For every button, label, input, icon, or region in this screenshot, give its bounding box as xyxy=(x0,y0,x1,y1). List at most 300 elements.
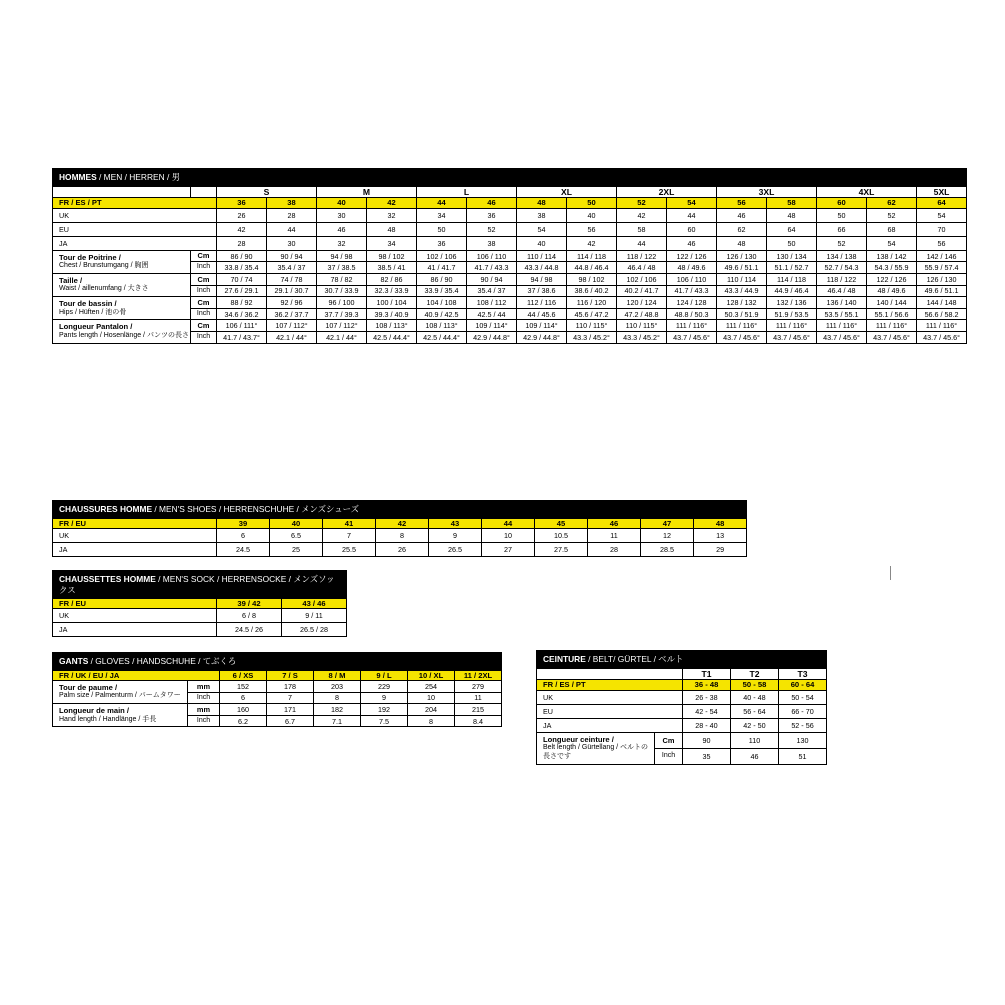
men-waist-in-3: 32.3 / 33.9 xyxy=(367,285,417,296)
gloves-palm-mm-2: 203 xyxy=(314,680,361,692)
shoes-uk-1: 6.5 xyxy=(270,528,323,542)
men-hips-in-12: 53.5 / 55.1 xyxy=(817,308,867,319)
socks-ja-0: 24.5 / 26 xyxy=(217,623,282,637)
socks-fr-0: 39 / 42 xyxy=(217,599,282,609)
belt-fr-2: 60 - 64 xyxy=(779,680,827,690)
gloves-hand-label xyxy=(53,704,188,727)
men-fr-4: 44 xyxy=(417,198,467,208)
shoes-fr-8: 47 xyxy=(641,518,694,528)
men-hips-cm-2: 96 / 100 xyxy=(317,297,367,309)
men-eu-12: 66 xyxy=(817,222,867,236)
gloves-size-2: 8 / M xyxy=(314,670,361,680)
men-chest-label xyxy=(53,250,191,273)
men-pants-cm-4: 108 / 113° xyxy=(417,320,467,332)
men-fr-8: 52 xyxy=(617,198,667,208)
men-hips-cm-7: 116 / 120 xyxy=(567,297,617,309)
men-ja-0: 28 xyxy=(217,236,267,250)
gloves-size-label: FR / UK / EU / JA xyxy=(53,670,220,680)
men-pants-in-6: 42.9 / 44.8° xyxy=(517,332,567,343)
men-waist-cm-10: 110 / 114 xyxy=(717,273,767,285)
belt-length-cm-row xyxy=(537,732,827,748)
men-pants-in-5: 42.9 / 44.8° xyxy=(467,332,517,343)
gloves-palm-in-5: 11 xyxy=(455,692,502,703)
men-waist-inch-unit: Inch xyxy=(191,285,217,296)
shoes-ja-5: 27 xyxy=(482,542,535,556)
men-size-table xyxy=(52,168,967,344)
men-hips-in-4: 40.9 / 42.5 xyxy=(417,308,467,319)
men-waist-in-12: 46.4 / 48 xyxy=(817,285,867,296)
gloves-palm-label xyxy=(53,680,188,703)
socks-ja-row xyxy=(53,623,347,637)
men-waist-inch-row xyxy=(53,285,967,296)
men-waist-in-10: 43.3 / 44.9 xyxy=(717,285,767,296)
socks-header-bold: CHAUSSETTES HOMME xyxy=(59,574,156,584)
men-fr-13: 62 xyxy=(867,198,917,208)
men-hips-cm-14: 144 / 148 xyxy=(917,297,967,309)
gloves-palm-label-sub: Palm size / Palmenturm / パームタワー xyxy=(59,692,181,700)
belt-ja-label: JA xyxy=(537,718,683,732)
men-pants-in-4: 42.5 / 44.4° xyxy=(417,332,467,343)
men-uk-13: 52 xyxy=(867,208,917,222)
socks-ja-label: JA xyxy=(53,623,217,637)
men-hips-label-main: Tour de bassin / xyxy=(59,299,117,309)
gloves-hand-mm-row xyxy=(53,704,502,716)
men-pants-cm-10: 111 / 116° xyxy=(717,320,767,332)
men-pants-in-3: 42.5 / 44.4° xyxy=(367,332,417,343)
gloves-hand-mm-1: 171 xyxy=(267,704,314,716)
belt-length-cm-unit: Cm xyxy=(655,732,683,748)
men-waist-in-4: 33.9 / 35.4 xyxy=(417,285,467,296)
men-hips-inch-row xyxy=(53,308,967,319)
gloves-size-5: 11 / 2XL xyxy=(455,670,502,680)
men-eu-8: 58 xyxy=(617,222,667,236)
shoes-fr-2: 41 xyxy=(323,518,376,528)
gloves-palm-mm-3: 229 xyxy=(361,680,408,692)
men-waist-label xyxy=(53,273,191,296)
belt-ja-1: 42 - 50 xyxy=(731,718,779,732)
gloves-size-row xyxy=(53,670,502,680)
gloves-palm-in-2: 8 xyxy=(314,692,361,703)
men-fr-2: 40 xyxy=(317,198,367,208)
men-waist-in-1: 29.1 / 30.7 xyxy=(267,285,317,296)
gloves-hand-in-3: 7.5 xyxy=(361,715,408,726)
men-ja-14: 56 xyxy=(917,236,967,250)
belt-table xyxy=(536,650,827,765)
gloves-palm-in-4: 10 xyxy=(408,692,455,703)
men-chest-cm-13: 138 / 142 xyxy=(867,250,917,262)
shoes-uk-6: 10.5 xyxy=(535,528,588,542)
men-waist-in-0: 27.6 / 29.1 xyxy=(217,285,267,296)
shoes-ja-4: 26.5 xyxy=(429,542,482,556)
men-hips-label xyxy=(53,297,191,320)
gloves-hand-label-main: Longueur de main / xyxy=(59,706,130,716)
shoes-fr-label: FR / EU xyxy=(53,518,217,528)
men-ja-6: 40 xyxy=(517,236,567,250)
gloves-size-3: 9 / L xyxy=(361,670,408,680)
gloves-hand-in-4: 8 xyxy=(408,715,455,726)
men-pants-inch-row xyxy=(53,332,967,343)
gloves-hand-mm-4: 204 xyxy=(408,704,455,716)
men-chest-cm-6: 110 / 114 xyxy=(517,250,567,262)
gloves-hand-inch-unit: Inch xyxy=(188,715,220,726)
shoes-ja-1: 25 xyxy=(270,542,323,556)
men-ja-8: 44 xyxy=(617,236,667,250)
shoes-uk-7: 11 xyxy=(588,528,641,542)
men-ja-2: 32 xyxy=(317,236,367,250)
shoes-header-bar xyxy=(53,501,747,519)
shoes-fr-5: 44 xyxy=(482,518,535,528)
gloves-hand-mm-0: 160 xyxy=(220,704,267,716)
men-ja-7: 42 xyxy=(567,236,617,250)
men-ja-5: 38 xyxy=(467,236,517,250)
men-waist-cm-14: 126 / 130 xyxy=(917,273,967,285)
men-uk-5: 36 xyxy=(467,208,517,222)
men-waist-in-8: 40.2 / 41.7 xyxy=(617,285,667,296)
gloves-hand-label-sub: Hand length / Handlänge / 手長 xyxy=(59,715,157,723)
men-pants-cm-2: 107 / 112° xyxy=(317,320,367,332)
men-chest-in-10: 49.6 / 51.1 xyxy=(717,262,767,273)
men-hips-in-2: 37.7 / 39.3 xyxy=(317,308,367,319)
men-ja-13: 54 xyxy=(867,236,917,250)
belt-fr-1: 50 - 58 xyxy=(731,680,779,690)
men-chest-cm-row xyxy=(53,250,967,262)
gloves-hand-mm-3: 192 xyxy=(361,704,408,716)
gloves-size-4: 10 / XL xyxy=(408,670,455,680)
men-fr-7: 50 xyxy=(567,198,617,208)
men-waist-cm-4: 86 / 90 xyxy=(417,273,467,285)
men-chest-in-1: 35.4 / 37 xyxy=(267,262,317,273)
men-group-xl: XL xyxy=(517,186,617,198)
men-chest-in-9: 48 / 49.6 xyxy=(667,262,717,273)
men-eu-label: EU xyxy=(53,222,217,236)
men-hips-cm-row xyxy=(53,297,967,309)
page-tick-mark xyxy=(890,566,891,580)
men-ja-12: 52 xyxy=(817,236,867,250)
socks-uk-label: UK xyxy=(53,609,217,623)
men-fr-14: 64 xyxy=(917,198,967,208)
men-hips-label-sub: Hips / Hüften / 池の骨 xyxy=(59,308,127,316)
men-header-bold: HOMMES xyxy=(59,172,97,182)
gloves-table xyxy=(52,652,502,727)
men-pants-cm-unit: Cm xyxy=(191,320,217,332)
men-group-3xl: 3XL xyxy=(717,186,817,198)
socks-fr-eu-row xyxy=(53,599,347,609)
men-eu-1: 44 xyxy=(267,222,317,236)
men-chest-cm-unit: Cm xyxy=(191,250,217,262)
men-hips-cm-3: 100 / 104 xyxy=(367,297,417,309)
men-eu-0: 42 xyxy=(217,222,267,236)
men-pants-in-10: 43.7 / 45.6° xyxy=(717,332,767,343)
shoes-fr-0: 39 xyxy=(217,518,270,528)
men-chest-in-7: 44.8 / 46.4 xyxy=(567,262,617,273)
gloves-hand-mm-2: 182 xyxy=(314,704,361,716)
men-fr-12: 60 xyxy=(817,198,867,208)
men-eu-11: 64 xyxy=(767,222,817,236)
men-chest-label-sub: Chest / Brunstumgang / 胸囲 xyxy=(59,262,149,270)
men-chest-in-3: 38.5 / 41 xyxy=(367,262,417,273)
men-chest-cm-8: 118 / 122 xyxy=(617,250,667,262)
socks-header-rest: / MEN'S SOCK / HERRENSOCKE / メンズソックス xyxy=(59,574,335,595)
men-group-row xyxy=(53,186,967,198)
shoes-ja-label: JA xyxy=(53,542,217,556)
men-hips-in-13: 55.1 / 56.6 xyxy=(867,308,917,319)
men-waist-in-6: 37 / 38.6 xyxy=(517,285,567,296)
men-pants-label xyxy=(53,320,191,343)
men-chest-in-5: 41.7 / 43.3 xyxy=(467,262,517,273)
gloves-palm-mm-unit: mm xyxy=(188,680,220,692)
men-waist-cm-1: 74 / 78 xyxy=(267,273,317,285)
men-uk-7: 40 xyxy=(567,208,617,222)
men-group-2xl: 2XL xyxy=(617,186,717,198)
men-hips-cm-9: 124 / 128 xyxy=(667,297,717,309)
men-ja-row xyxy=(53,236,967,250)
shoes-fr-1: 40 xyxy=(270,518,323,528)
men-group-s: S xyxy=(217,186,317,198)
belt-length-in-1: 46 xyxy=(731,748,779,764)
mens-socks-table xyxy=(52,570,347,637)
gloves-palm-mm-0: 152 xyxy=(220,680,267,692)
men-waist-cm-9: 106 / 110 xyxy=(667,273,717,285)
men-pants-in-8: 43.3 / 45.2° xyxy=(617,332,667,343)
gloves-hand-mm-unit: mm xyxy=(188,704,220,716)
belt-group-blank xyxy=(537,668,683,680)
men-uk-row xyxy=(53,208,967,222)
belt-length-cm-2: 130 xyxy=(779,732,827,748)
men-group-5xl: 5XL xyxy=(917,186,967,198)
belt-length-label-main: Longueur ceinture / xyxy=(543,734,614,744)
men-eu-row xyxy=(53,222,967,236)
men-ja-1: 30 xyxy=(267,236,317,250)
shoes-ja-row xyxy=(53,542,747,556)
men-eu-10: 62 xyxy=(717,222,767,236)
belt-eu-1: 56 - 64 xyxy=(731,704,779,718)
gloves-header-rest: / GLOVES / HANDSCHUHE / てぶくろ xyxy=(90,656,237,666)
belt-uk-label: UK xyxy=(537,690,683,704)
men-chest-cm-10: 126 / 130 xyxy=(717,250,767,262)
men-pants-cm-5: 109 / 114° xyxy=(467,320,517,332)
men-waist-in-9: 41.7 / 43.3 xyxy=(667,285,717,296)
men-group-4xl: 4XL xyxy=(817,186,917,198)
gloves-size-0: 6 / XS xyxy=(220,670,267,680)
belt-group-row xyxy=(537,668,827,680)
gloves-palm-mm-row xyxy=(53,680,502,692)
men-fr-6: 48 xyxy=(517,198,567,208)
men-uk-8: 42 xyxy=(617,208,667,222)
men-group-blank xyxy=(53,186,191,198)
belt-length-in-0: 35 xyxy=(683,748,731,764)
gloves-palm-in-0: 6 xyxy=(220,692,267,703)
men-ja-11: 50 xyxy=(767,236,817,250)
shoes-uk-2: 7 xyxy=(323,528,376,542)
gloves-hand-in-5: 8.4 xyxy=(455,715,502,726)
men-waist-cm-7: 98 / 102 xyxy=(567,273,617,285)
belt-ja-row xyxy=(537,718,827,732)
shoes-fr-eu-row xyxy=(53,518,747,528)
men-pants-in-0: 41.7 / 43.7° xyxy=(217,332,267,343)
men-chest-cm-3: 98 / 102 xyxy=(367,250,417,262)
socks-uk-0: 6 / 8 xyxy=(217,609,282,623)
men-pants-cm-11: 111 / 116° xyxy=(767,320,817,332)
men-chest-cm-7: 114 / 118 xyxy=(567,250,617,262)
men-fr-5: 46 xyxy=(467,198,517,208)
gloves-hand-in-2: 7.1 xyxy=(314,715,361,726)
men-hips-in-9: 48.8 / 50.3 xyxy=(667,308,717,319)
men-waist-cm-6: 94 / 98 xyxy=(517,273,567,285)
gloves-palm-inch-unit: Inch xyxy=(188,692,220,703)
belt-ja-0: 28 - 40 xyxy=(683,718,731,732)
belt-uk-2: 50 - 54 xyxy=(779,690,827,704)
men-eu-6: 54 xyxy=(517,222,567,236)
belt-uk-0: 26 - 38 xyxy=(683,690,731,704)
men-hips-cm-0: 88 / 92 xyxy=(217,297,267,309)
men-ja-9: 46 xyxy=(667,236,717,250)
men-waist-cm-2: 78 / 82 xyxy=(317,273,367,285)
belt-fr-label: FR / ES / PT xyxy=(537,680,683,690)
men-fr-11: 58 xyxy=(767,198,817,208)
men-chest-in-0: 33.8 / 35.4 xyxy=(217,262,267,273)
men-hips-in-1: 36.2 / 37.7 xyxy=(267,308,317,319)
men-chest-cm-4: 102 / 106 xyxy=(417,250,467,262)
shoes-ja-6: 27.5 xyxy=(535,542,588,556)
men-group-blank2 xyxy=(191,186,217,198)
men-uk-11: 48 xyxy=(767,208,817,222)
men-chest-cm-14: 142 / 146 xyxy=(917,250,967,262)
men-hips-in-11: 51.9 / 53.5 xyxy=(767,308,817,319)
men-chest-cm-5: 106 / 110 xyxy=(467,250,517,262)
men-hips-in-6: 44 / 45.6 xyxy=(517,308,567,319)
belt-length-cm-0: 90 xyxy=(683,732,731,748)
gloves-palm-label-main: Tour de paume / xyxy=(59,682,118,692)
shoes-uk-label: UK xyxy=(53,528,217,542)
men-waist-in-7: 38.6 / 40.2 xyxy=(567,285,617,296)
men-pants-in-1: 42.1 / 44° xyxy=(267,332,317,343)
men-eu-2: 46 xyxy=(317,222,367,236)
gloves-hand-mm-5: 215 xyxy=(455,704,502,716)
gloves-palm-in-1: 7 xyxy=(267,692,314,703)
men-chest-cm-9: 122 / 126 xyxy=(667,250,717,262)
belt-eu-row xyxy=(537,704,827,718)
men-chest-in-8: 46.4 / 48 xyxy=(617,262,667,273)
men-hips-inch-unit: Inch xyxy=(191,308,217,319)
men-pants-in-12: 43.7 / 45.6° xyxy=(817,332,867,343)
men-waist-cm-8: 102 / 106 xyxy=(617,273,667,285)
men-pants-cm-14: 111 / 116° xyxy=(917,320,967,332)
shoes-ja-9: 29 xyxy=(694,542,747,556)
men-waist-cm-3: 82 / 86 xyxy=(367,273,417,285)
gloves-palm-mm-1: 178 xyxy=(267,680,314,692)
men-hips-cm-5: 108 / 112 xyxy=(467,297,517,309)
men-eu-4: 50 xyxy=(417,222,467,236)
men-pants-in-11: 43.7 / 45.6° xyxy=(767,332,817,343)
men-waist-cm-0: 70 / 74 xyxy=(217,273,267,285)
shoes-ja-3: 26 xyxy=(376,542,429,556)
shoes-ja-0: 24.5 xyxy=(217,542,270,556)
men-hips-cm-4: 104 / 108 xyxy=(417,297,467,309)
men-waist-cm-12: 118 / 122 xyxy=(817,273,867,285)
men-hips-cm-12: 136 / 140 xyxy=(817,297,867,309)
men-hips-cm-11: 132 / 136 xyxy=(767,297,817,309)
belt-ja-2: 52 - 56 xyxy=(779,718,827,732)
men-fr-10: 56 xyxy=(717,198,767,208)
men-pants-cm-row xyxy=(53,320,967,332)
men-pants-cm-12: 111 / 116° xyxy=(817,320,867,332)
men-eu-13: 68 xyxy=(867,222,917,236)
belt-length-cm-1: 110 xyxy=(731,732,779,748)
men-chest-in-12: 52.7 / 54.3 xyxy=(817,262,867,273)
shoes-ja-8: 28.5 xyxy=(641,542,694,556)
men-uk-6: 38 xyxy=(517,208,567,222)
men-waist-in-14: 49.6 / 51.1 xyxy=(917,285,967,296)
men-pants-in-7: 43.3 / 45.2° xyxy=(567,332,617,343)
men-pants-in-9: 43.7 / 45.6° xyxy=(667,332,717,343)
men-waist-cm-5: 90 / 94 xyxy=(467,273,517,285)
men-chest-cm-0: 86 / 90 xyxy=(217,250,267,262)
belt-group-t2: T2 xyxy=(731,668,779,680)
men-chest-in-2: 37 / 38.5 xyxy=(317,262,367,273)
men-uk-4: 34 xyxy=(417,208,467,222)
men-pants-label-sub: Pants length / Hosenlänge / パンツの長さ xyxy=(59,331,189,339)
men-hips-cm-10: 128 / 132 xyxy=(717,297,767,309)
belt-length-in-2: 51 xyxy=(779,748,827,764)
men-hips-cm-13: 140 / 144 xyxy=(867,297,917,309)
shoes-uk-9: 13 xyxy=(694,528,747,542)
belt-uk-1: 40 - 48 xyxy=(731,690,779,704)
shoes-uk-4: 9 xyxy=(429,528,482,542)
shoes-header-rest: / MEN'S SHOES / HERRENSCHUHE / メンズシューズ xyxy=(154,504,359,514)
men-eu-7: 56 xyxy=(567,222,617,236)
men-pants-cm-13: 111 / 116° xyxy=(867,320,917,332)
socks-header-bar xyxy=(53,571,347,599)
men-pants-label-main: Longueur Pantalon / xyxy=(59,322,133,332)
men-chest-inch-row xyxy=(53,262,967,273)
socks-ja-1: 26.5 / 28 xyxy=(282,623,347,637)
shoes-uk-0: 6 xyxy=(217,528,270,542)
men-pants-in-13: 43.7 / 45.6° xyxy=(867,332,917,343)
men-pants-cm-9: 111 / 116° xyxy=(667,320,717,332)
gloves-header-bar xyxy=(53,653,502,671)
men-ja-label: JA xyxy=(53,236,217,250)
gloves-palm-mm-4: 254 xyxy=(408,680,455,692)
men-uk-14: 54 xyxy=(917,208,967,222)
belt-eu-0: 42 - 54 xyxy=(683,704,731,718)
men-hips-in-0: 34.6 / 36.2 xyxy=(217,308,267,319)
belt-fr-row xyxy=(537,680,827,690)
men-chest-in-13: 54.3 / 55.9 xyxy=(867,262,917,273)
men-chest-in-11: 51.1 / 52.7 xyxy=(767,262,817,273)
men-pants-cm-1: 107 / 112° xyxy=(267,320,317,332)
men-hips-in-10: 50.3 / 51.9 xyxy=(717,308,767,319)
men-pants-in-2: 42.1 / 44° xyxy=(317,332,367,343)
men-hips-cm-1: 92 / 96 xyxy=(267,297,317,309)
shoes-fr-9: 48 xyxy=(694,518,747,528)
men-waist-label-main: Taille / xyxy=(59,275,83,285)
shoes-fr-7: 46 xyxy=(588,518,641,528)
men-uk-2: 30 xyxy=(317,208,367,222)
men-ja-3: 34 xyxy=(367,236,417,250)
gloves-header-bold: GANTS xyxy=(59,656,89,666)
men-waist-cm-13: 122 / 126 xyxy=(867,273,917,285)
men-fr-3: 42 xyxy=(367,198,417,208)
men-hips-cm-unit: Cm xyxy=(191,297,217,309)
shoes-uk-5: 10 xyxy=(482,528,535,542)
men-fr-es-pt-row xyxy=(53,198,967,208)
men-ja-4: 36 xyxy=(417,236,467,250)
men-uk-12: 50 xyxy=(817,208,867,222)
men-header-rest: / MEN / HERREN / 男 xyxy=(99,172,180,182)
shoes-fr-3: 42 xyxy=(376,518,429,528)
men-uk-label: UK xyxy=(53,208,217,222)
men-eu-5: 52 xyxy=(467,222,517,236)
